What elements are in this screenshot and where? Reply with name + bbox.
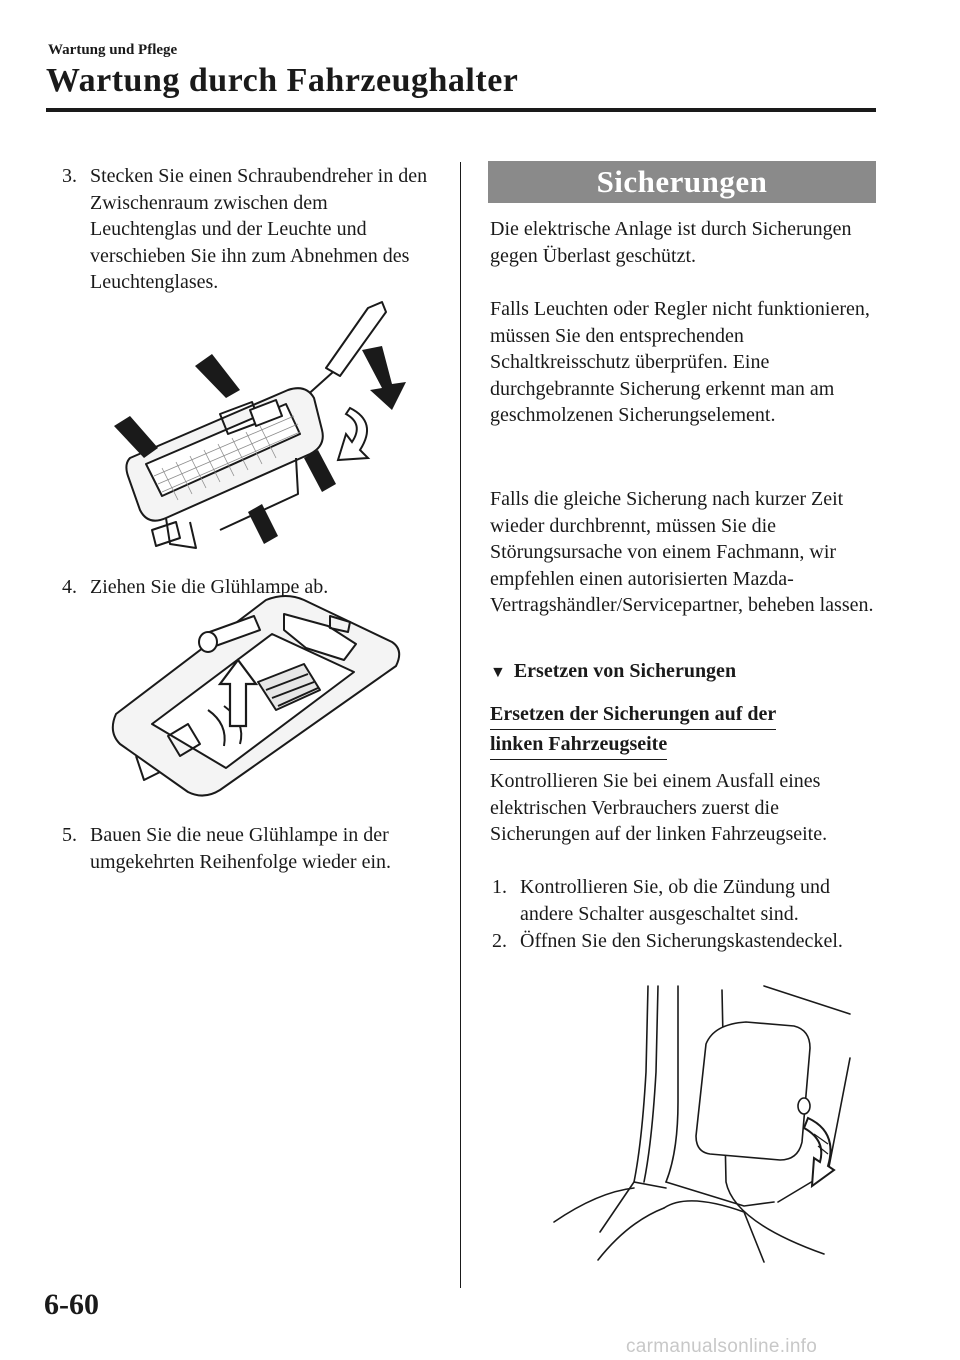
triangle-down-icon: ▼ [490, 664, 506, 681]
step-number: 5. [62, 824, 77, 846]
page-title: Wartung durch Fahrzeughalter [46, 62, 519, 99]
step-number: 2. [492, 930, 507, 952]
column-divider [460, 162, 461, 1288]
fuse-cover-illustration [538, 982, 858, 1264]
paragraph-overload: Die elektrische Anlage ist durch Sicherungen gegen Überlast geschützt. [490, 218, 852, 267]
section-banner: Sicherungen [488, 161, 876, 203]
step-text: Bauen Sie die neue Glühlampe in der umgekehrten Reihenfolge wieder ein. [90, 824, 391, 873]
step-number: 3. [62, 165, 77, 187]
paragraph-check-fuse: Falls Leuchten oder Regler nicht funktionieren, müssen Sie den entsprechenden Schaltkreisschutz überprüfen. Eine durchgebrannte Sicherung erkennt man am geschmolzenen Sicherungselement. [490, 298, 870, 426]
step-number: 1. [492, 876, 507, 898]
step-text: Öffnen Sie den Sicherungskastendeckel. [520, 930, 843, 952]
step-5 [62, 822, 434, 875]
step-3 [62, 163, 434, 296]
title-rule [46, 108, 876, 112]
step-text: Ziehen Sie die Glühlampe ab. [90, 576, 329, 598]
bulb-removal-illustration [108, 594, 404, 800]
heading-line-2: linken Fahrzeugseite [490, 730, 667, 760]
step-number: 4. [62, 576, 77, 598]
paragraph-intro: Kontrollieren Sie bei einem Ausfall eines elektrischen Verbrauchers zuerst die Sicherungen auf der linken Fahrzeugseite. [490, 770, 828, 845]
step-1 [492, 874, 876, 927]
step-2 [492, 928, 876, 955]
watermark: carmanualsonline.info [626, 1336, 818, 1357]
subheading-text: Ersetzen von Sicherungen [513, 660, 737, 682]
lens-removal-illustration [100, 298, 420, 560]
heading-left-side-fuses [490, 700, 776, 760]
heading-line-1: Ersetzen der Sicherungen auf der [490, 700, 776, 730]
paragraph-repeat-failure: Falls die gleiche Sicherung nach kurzer Zeit wieder durchbrennt, müssen Sie die Störungsursache von einem Fachmann, wir empfehlen einen autorisierten Mazda-Vertragshändler/Servicepartner, beheben lassen. [490, 488, 874, 616]
step-text: Stecken Sie einen Schraubendreher in den Zwischenraum zwischen dem Leuchtenglas und der Leuchte und verschieben Sie ihn zum Abnehmen des Leuchtenglases. [90, 165, 428, 293]
section-label: Wartung und Pflege [48, 42, 178, 58]
subheading-replace-fuses [490, 660, 736, 683]
step-text: Kontrollieren Sie, ob die Zündung und andere Schalter ausgeschaltet sind. [520, 876, 830, 925]
page-number: 6-60 [44, 1288, 99, 1321]
